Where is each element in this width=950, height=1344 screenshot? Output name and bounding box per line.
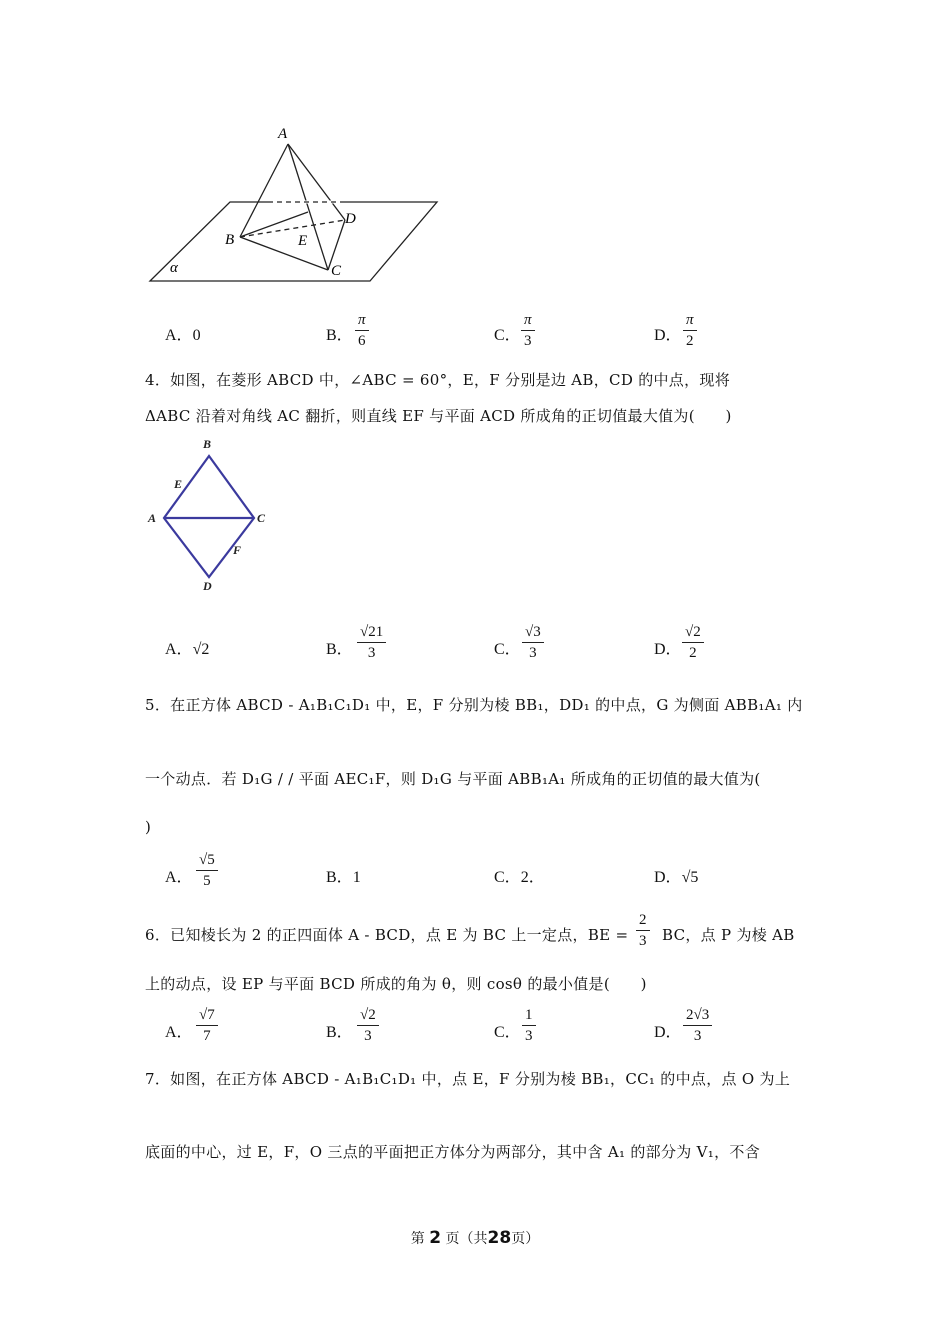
q4-text-line1: 4．如图，在菱形 ABCD 中，∠ABC = 60°，E，F 分别是边 AB，CD 的中点，现将 [145,371,731,389]
q5-text-line2: 一个动点．若 D₁G / / 平面 AEC₁F，则 D₁G 与平面 ABB₁A₁ 所成角的正切值的最大值为( [145,770,761,788]
label-B: B [203,437,212,451]
tetrahedron-figure [140,120,450,290]
q6-option-d-label: D． [654,1024,682,1041]
q4-option-a: A．√2 [165,641,210,658]
q6-text-line1b: BC，点 P 为棱 AB [662,926,795,944]
q7-text-line1: 7．如图，在正方体 ABCD - A₁B₁C₁D₁ 中，点 E，F 分别为棱 BB₁，CC₁ 的中点，点 O 为上 [145,1070,791,1088]
q4-option-b-fraction: $\frac{√21}{3}$ [357,624,386,662]
q6-option-b-fraction: $\frac{√2}{3}$ [357,1007,379,1045]
label-D: D [203,579,212,593]
rhombus-figure [140,432,280,600]
q3-option-d-label: D． [654,327,682,344]
q5-text-line3: ) [145,818,152,836]
q6-option-c-label: C． [494,1024,521,1041]
label-A: A [148,511,157,525]
q3-option-d-fraction: $\frac{\pi}{2}$ [683,312,697,350]
label-C: C [331,263,342,279]
q3-option-b-fraction: $\frac{\pi}{6}$ [355,312,369,350]
q6-option-a-fraction: $\frac{√7}{7}$ [196,1007,218,1045]
q4-option-b-label: B． [326,641,353,658]
q6-option-a-label: A． [165,1024,193,1041]
q7-text-line2: 底面的中心，过 E，F，O 三点的平面把正方体分为两部分，其中含 A₁ 的部分为 V₁，不含 [145,1143,760,1161]
q6-text-line1a: 6．已知棱长为 2 的正四面体 A - BCD，点 E 为 BC 上一定点，BE = [145,926,629,944]
label-B: B [225,232,235,248]
q4-option-c-fraction: $\frac{√3}{3}$ [522,624,544,662]
q5-option-a-label: A． [165,869,193,886]
current-page: 2 [429,1228,442,1248]
q4-text-line2: ΔABC 沿着对角线 AC 翻折，则直线 EF 与平面 ACD 所成角的正切值最大值为( ) [145,407,732,425]
q3-option-c-label: C． [494,327,521,344]
q5-option-d: D．√5 [654,869,699,886]
q6-inline-fraction: $\frac{2}{3}$ [636,912,650,950]
q3-option-c-fraction: $\frac{\pi}{3}$ [521,312,535,350]
plane-alpha [150,202,437,281]
label-E: E [174,477,183,491]
label-A: A [278,126,288,142]
page-footer: 第 2 页（共28页） [410,1228,540,1248]
q6-option-d-fraction: $\frac{2√3}{3}$ [683,1007,712,1045]
q5-option-a-fraction: $\frac{√5}{5}$ [196,852,218,890]
q5-option-b: B．1 [326,869,361,886]
q5-option-c: C．2． [494,869,545,886]
q3-option-a: A．0 [165,327,201,344]
rhombus-outline [164,456,254,577]
q3-option-b-label: B． [326,327,353,344]
label-F: F [233,543,242,557]
q4-option-c-label: C． [494,641,521,658]
total-pages: 28 [487,1228,512,1248]
q5-text-line1: 5．在正方体 ABCD - A₁B₁C₁D₁ 中，E，F 分别为棱 BB₁，DD₁ 的中点，G 为侧面 ABB₁A₁ 内 [145,696,803,714]
label-D: D [345,211,356,227]
q6-option-c-fraction: $\frac{1}{3}$ [522,1007,536,1045]
label-C: C [257,511,266,525]
q4-option-d-label: D． [654,641,682,658]
label-E: E [298,233,308,249]
q6-text-line2: 上的动点，设 EP 与平面 BCD 所成的角为 θ，则 cosθ 的最小值是( ) [145,975,647,993]
q4-option-d-fraction: $\frac{√2}{2}$ [682,624,704,662]
q6-option-b-label: B． [326,1024,353,1041]
label-alpha: α [170,260,178,276]
